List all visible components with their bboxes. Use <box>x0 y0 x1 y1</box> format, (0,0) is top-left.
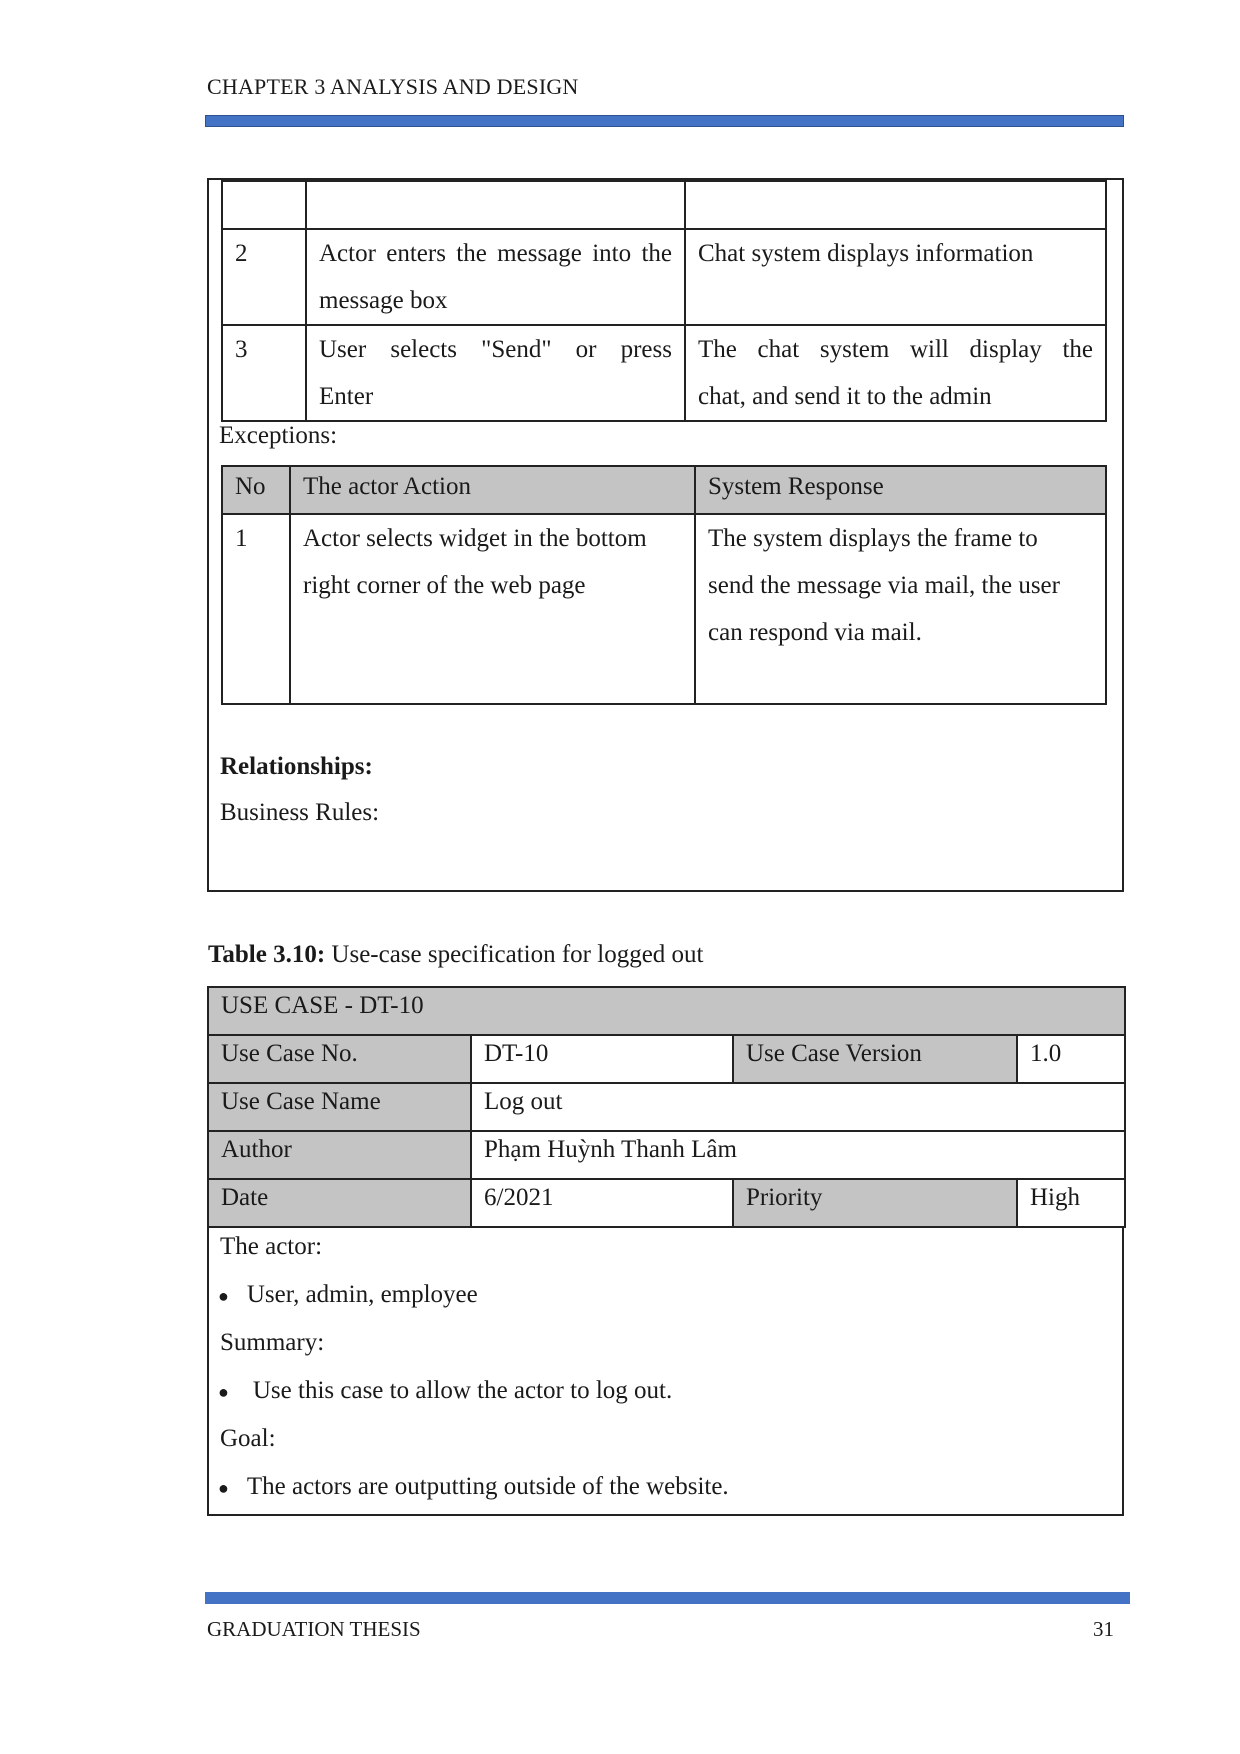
flow-response-cell: Chat system displays information <box>685 229 1106 325</box>
flow-no-cell <box>222 181 306 229</box>
bullet-icon: ● <box>218 1478 229 1498</box>
author-label: Author <box>208 1131 471 1179</box>
exceptions-table <box>221 465 1107 705</box>
flow-response-cell <box>685 325 1106 421</box>
exceptions-label: Exceptions: <box>219 422 338 449</box>
exceptions-action-line: Actor selects widget in the bottom <box>303 525 647 552</box>
date-label: Date <box>208 1179 471 1227</box>
flow-action-cell <box>306 181 685 229</box>
page-number: 31 <box>1093 1617 1114 1641</box>
goal-item: The actors are outputting outside of the website. <box>246 1473 729 1500</box>
exceptions-response-cell <box>695 514 1106 704</box>
business-rules-label: Business Rules: <box>220 799 380 826</box>
use-case-table <box>207 986 1126 1228</box>
flow-action-line: Actor enters the message into the <box>319 240 672 267</box>
flow-no-cell: 2 <box>222 229 306 325</box>
flow-action-cell <box>306 325 685 421</box>
use-case-name-label: Use Case Name <box>208 1083 471 1131</box>
chapter-header: CHAPTER 3 ANALYSIS AND DESIGN <box>207 74 579 99</box>
exceptions-header-no: No <box>222 466 290 514</box>
flow-action-line: User selects "Send" or press <box>319 336 672 363</box>
goal-label: Goal: <box>220 1425 276 1452</box>
exceptions-header-action: The actor Action <box>290 466 695 514</box>
table-row <box>222 229 1106 325</box>
summary-label: Summary: <box>220 1329 325 1356</box>
use-case-no-label: Use Case No. <box>208 1035 471 1083</box>
actor-bullet-item <box>218 1280 478 1311</box>
flow-response-line: The chat system will display the <box>698 336 1093 363</box>
date-value: 6/2021 <box>471 1179 733 1227</box>
exceptions-response-line: The system displays the frame to <box>708 525 1038 552</box>
use-case-name-value: Log out <box>471 1083 1125 1131</box>
exceptions-action-line: right corner of the web page <box>303 572 586 599</box>
table-row <box>222 325 1106 421</box>
exceptions-action-cell <box>290 514 695 704</box>
flow-action-cell <box>306 229 685 325</box>
priority-label: Priority <box>733 1179 1017 1227</box>
footer-title: GRADUATION THESIS <box>207 1617 421 1641</box>
table-row <box>208 987 1125 1035</box>
exceptions-no-cell: 1 <box>222 514 290 704</box>
table-row <box>222 181 1106 229</box>
flow-action-line: Enter <box>319 383 374 410</box>
footer-rule <box>205 1592 1130 1604</box>
summary-bullet-item <box>218 1376 672 1407</box>
flow-response-cell <box>685 181 1106 229</box>
table-row <box>208 1179 1125 1227</box>
actor-item: User, admin, employee <box>246 1281 478 1308</box>
flow-no-cell: 3 <box>222 325 306 421</box>
bullet-icon: ● <box>218 1382 229 1402</box>
table-row <box>222 514 1106 704</box>
relationships-label: Relationships: <box>220 753 373 780</box>
caption-label: Table 3.10: <box>208 941 326 968</box>
author-value: Phạm Huỳnh Thanh Lâm <box>471 1131 1125 1179</box>
goal-bullet-item <box>218 1472 729 1503</box>
use-case-version-label: Use Case Version <box>733 1035 1017 1083</box>
table-caption <box>208 941 704 969</box>
table-row <box>208 1035 1125 1083</box>
caption-text: Use-case specification for logged out <box>325 941 704 968</box>
bullet-icon: ● <box>218 1286 229 1306</box>
header-rule <box>205 115 1124 127</box>
use-case-title: USE CASE - DT-10 <box>208 987 1125 1035</box>
table-header-row <box>222 466 1106 514</box>
table-row <box>208 1083 1125 1131</box>
exceptions-response-line: can respond via mail. <box>708 619 922 646</box>
table-row <box>208 1131 1125 1179</box>
exceptions-header-response: System Response <box>695 466 1106 514</box>
summary-item: Use this case to allow the actor to log out. <box>252 1377 673 1404</box>
flow-action-line: message box <box>319 287 448 314</box>
exceptions-response-line: send the message via mail, the user <box>708 572 1060 599</box>
use-case-version-value: 1.0 <box>1017 1035 1125 1083</box>
use-case-no-value: DT-10 <box>471 1035 733 1083</box>
actor-label: The actor: <box>220 1233 323 1260</box>
flow-response-line: chat, and send it to the admin <box>698 383 992 410</box>
flow-table <box>221 180 1107 422</box>
priority-value: High <box>1017 1179 1125 1227</box>
